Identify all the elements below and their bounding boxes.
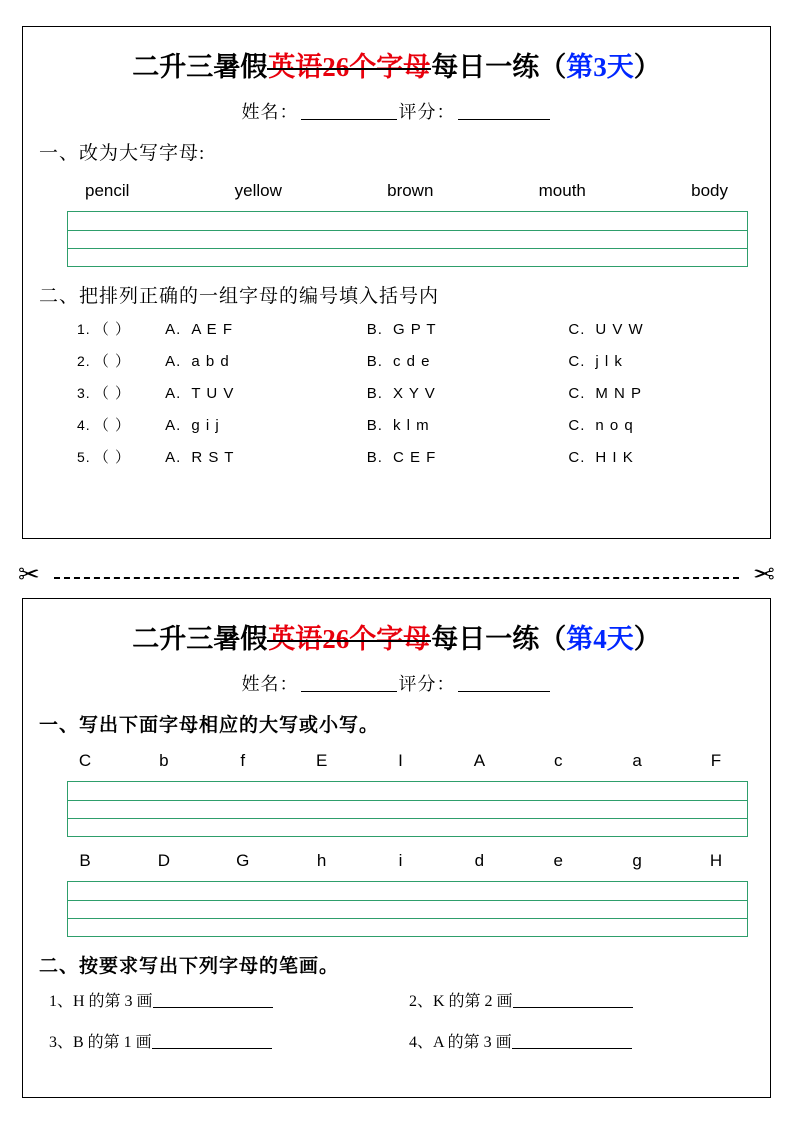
day3-word-2: brown	[387, 181, 434, 200]
option-b[interactable]	[367, 449, 569, 466]
day3-answer-ruled-box[interactable]	[67, 211, 748, 267]
day3-title	[23, 45, 770, 84]
day4-letters-row-2	[65, 851, 736, 871]
option-a-label: A.	[165, 353, 182, 370]
answer-parenthesis[interactable]: （ ）	[93, 417, 132, 434]
stroke-answer-blank[interactable]	[153, 1007, 273, 1008]
table-row	[77, 414, 770, 446]
day4-title-paren-close: ）	[633, 624, 661, 654]
day4-title-highlight: 英语26个字母	[268, 624, 431, 654]
day3-name-blank[interactable]	[301, 119, 397, 120]
option-c[interactable]	[568, 385, 770, 402]
cut-line	[18, 560, 775, 590]
day3-word-0: pencil	[85, 181, 130, 200]
option-c-label: C.	[568, 449, 586, 466]
option-b[interactable]	[367, 417, 569, 434]
stroke-question-3-text: 3、B 的第 1 画	[49, 1034, 152, 1051]
option-b-label: B.	[366, 417, 383, 434]
answer-parenthesis[interactable]: （ ）	[93, 353, 132, 370]
letter-cell: h	[316, 851, 327, 870]
stroke-question-4-text: 4、A 的第 3 画	[409, 1034, 512, 1051]
option-b-text: X Y V	[392, 385, 436, 402]
option-b-text: k l m	[392, 417, 430, 434]
stroke-answer-blank[interactable]	[513, 1007, 633, 1008]
letter-cell: b	[159, 751, 169, 770]
day4-title-paren-open: （	[539, 624, 567, 654]
stroke-question-4	[409, 1029, 769, 1052]
day3-word-4: body	[691, 181, 728, 200]
day3-score-label: 评分：	[398, 102, 456, 122]
option-a[interactable]	[165, 353, 367, 370]
question-number: 1.	[77, 321, 91, 337]
day3-question-list	[23, 318, 770, 478]
day3-section2-heading: 二、把排列正确的一组字母的编号填入括号内	[39, 286, 440, 307]
option-b-label: B.	[366, 353, 383, 370]
option-b[interactable]	[367, 321, 569, 338]
letter-cell: D	[157, 851, 171, 870]
day4-title-part1: 二升三暑假	[132, 624, 268, 654]
cut-line-dashes	[54, 577, 739, 579]
ruled-line	[68, 248, 747, 249]
day4-title-day: 第4天	[566, 624, 634, 654]
option-a-label: A.	[165, 417, 182, 434]
day4-score-label: 评分：	[398, 674, 456, 694]
day4-title	[23, 617, 770, 656]
stroke-question-1	[49, 988, 409, 1011]
ruled-line	[68, 230, 747, 231]
ruled-line	[68, 918, 747, 919]
day4-score-blank[interactable]	[458, 691, 550, 692]
letter-cell: a	[632, 751, 642, 770]
option-c-label: C.	[568, 321, 586, 338]
stroke-question-2	[409, 988, 769, 1011]
table-row	[77, 382, 770, 414]
day3-word-1: yellow	[234, 181, 282, 200]
option-a-label: A.	[165, 449, 182, 466]
stroke-question-1-text: 1、H 的第 3 画	[49, 993, 153, 1010]
ruled-line	[68, 800, 747, 801]
option-c-label: C.	[568, 353, 586, 370]
stroke-answer-blank[interactable]	[512, 1048, 632, 1049]
table-row	[77, 350, 770, 382]
letter-cell: C	[78, 751, 92, 770]
option-c[interactable]	[568, 353, 770, 370]
day4-answer-ruled-box-1[interactable]	[67, 781, 748, 837]
day3-title-paren-close: ）	[633, 52, 661, 82]
answer-parenthesis[interactable]: （ ）	[93, 385, 132, 402]
answer-parenthesis[interactable]: （ ）	[93, 449, 132, 466]
day3-title-part3: 每日一练	[431, 52, 540, 82]
table-row	[77, 318, 770, 350]
question-number: 3.	[77, 385, 91, 401]
option-a-text: R S T	[191, 449, 235, 466]
option-a-label: A.	[165, 385, 182, 402]
letter-cell: H	[709, 851, 723, 870]
letter-cell: A	[473, 751, 486, 770]
option-c-label: C.	[568, 385, 586, 402]
option-b[interactable]	[367, 385, 569, 402]
letter-cell: F	[710, 751, 722, 770]
day4-letters-row-1	[65, 751, 736, 771]
day3-word-3: mouth	[538, 181, 586, 200]
scissors-icon: ✂	[753, 560, 775, 590]
letter-cell: I	[398, 751, 403, 770]
day3-title-day: 第3天	[566, 52, 634, 82]
worksheet-panel-day4	[22, 598, 771, 1098]
day3-title-highlight: 英语26个字母	[268, 52, 431, 82]
letter-cell: G	[236, 851, 250, 870]
option-c[interactable]	[568, 449, 770, 466]
day3-name-label: 姓名：	[241, 102, 299, 122]
option-b-label: B.	[366, 385, 383, 402]
option-c[interactable]	[568, 321, 770, 338]
letter-cell: f	[240, 751, 246, 770]
option-c-label: C.	[568, 417, 586, 434]
option-a-text: T U V	[191, 385, 235, 402]
day4-name-score-line	[23, 670, 770, 696]
stroke-answer-blank[interactable]	[152, 1048, 272, 1049]
day3-name-score-line	[23, 98, 770, 124]
letter-cell: g	[632, 851, 642, 870]
day4-name-label: 姓名：	[241, 674, 299, 694]
question-number: 5.	[77, 449, 91, 465]
letter-cell: d	[474, 851, 485, 870]
option-b-text: C E F	[392, 449, 437, 466]
day3-word-row	[85, 181, 728, 201]
option-a-label: A.	[165, 321, 182, 338]
letter-cell: E	[315, 751, 328, 770]
day4-stroke-questions	[49, 988, 770, 1052]
day4-title-part3: 每日一练	[431, 624, 540, 654]
day3-score-blank[interactable]	[458, 119, 550, 120]
option-a-text: A E F	[191, 321, 234, 338]
day4-section2-heading: 二、按要求写出下列字母的笔画。	[39, 956, 340, 977]
letter-cell: B	[79, 851, 91, 870]
answer-parenthesis[interactable]: （ ）	[93, 321, 132, 338]
option-a[interactable]	[165, 449, 367, 466]
question-number: 4.	[77, 417, 91, 433]
option-a[interactable]	[165, 417, 367, 434]
ruled-line	[68, 818, 747, 819]
option-c-text: U V W	[595, 321, 644, 338]
day4-answer-ruled-box-2[interactable]	[67, 881, 748, 937]
letter-cell: e	[553, 851, 563, 870]
table-row	[49, 1029, 770, 1052]
letter-cell: i	[398, 851, 403, 870]
table-row	[49, 988, 770, 1011]
option-c[interactable]	[568, 417, 770, 434]
stroke-question-2-text: 2、K 的第 2 画	[409, 993, 513, 1010]
day3-title-paren-open: （	[539, 52, 567, 82]
scissors-icon: ✂	[18, 560, 40, 590]
option-b-text: c d e	[392, 353, 431, 370]
option-c-text: M N P	[595, 385, 643, 402]
option-a[interactable]	[165, 321, 367, 338]
option-b[interactable]	[367, 353, 569, 370]
option-c-text: n o q	[595, 417, 634, 434]
day4-section1-heading: 一、写出下面字母相应的大写或小写。	[39, 715, 380, 736]
letter-cell: c	[554, 751, 563, 770]
stroke-question-3	[49, 1029, 409, 1052]
option-a-text: a b d	[191, 353, 230, 370]
day3-title-part1: 二升三暑假	[132, 52, 268, 82]
option-b-text: G P T	[392, 321, 437, 338]
option-c-text: j l k	[595, 353, 623, 370]
option-b-label: B.	[366, 449, 383, 466]
option-a[interactable]	[165, 385, 367, 402]
question-number: 2.	[77, 353, 91, 369]
ruled-line	[68, 900, 747, 901]
day4-name-blank[interactable]	[301, 691, 397, 692]
option-b-label: B.	[366, 321, 383, 338]
option-a-text: g i j	[191, 417, 220, 434]
day3-section1-heading: 一、改为大写字母:	[39, 143, 206, 164]
table-row	[77, 446, 770, 478]
option-c-text: H I K	[595, 449, 634, 466]
worksheet-panel-day3	[22, 26, 771, 539]
